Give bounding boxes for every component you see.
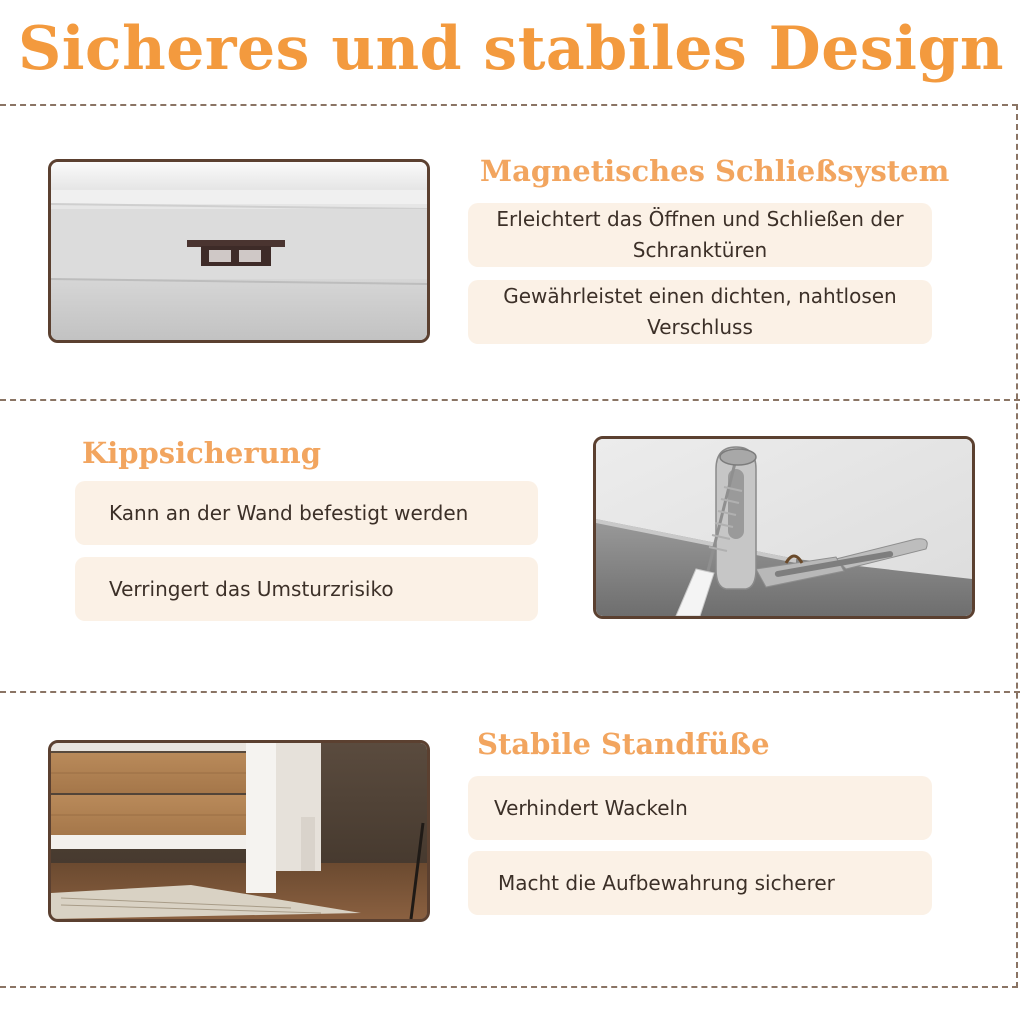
feature-point: Gewährleistet einen dichten, nahtlosen Verschluss <box>468 280 932 344</box>
section-heading: Stabile Standfüße <box>477 727 770 761</box>
section-heading: Kippsicherung <box>82 436 322 470</box>
feature-point: Erleichtert das Öffnen und Schließen der Schranktüren <box>468 203 932 267</box>
section-divider <box>0 691 1020 693</box>
feature-point: Verringert das Umsturzrisiko <box>75 557 538 621</box>
page-title: Sicheres und stabiles Design <box>17 14 1005 84</box>
cabinet-legs-photo <box>48 740 430 922</box>
section-heading: Magnetisches Schließsystem <box>480 154 950 188</box>
feature-point: Kann an der Wand befestigt werden <box>75 481 538 545</box>
magnetic-catch-photo <box>48 159 430 343</box>
feature-point: Macht die Aufbewahrung sicherer <box>468 851 932 915</box>
wall-anchor-bracket-photo <box>593 436 975 619</box>
feature-point: Verhindert Wackeln <box>468 776 932 840</box>
section-divider <box>0 399 1020 401</box>
